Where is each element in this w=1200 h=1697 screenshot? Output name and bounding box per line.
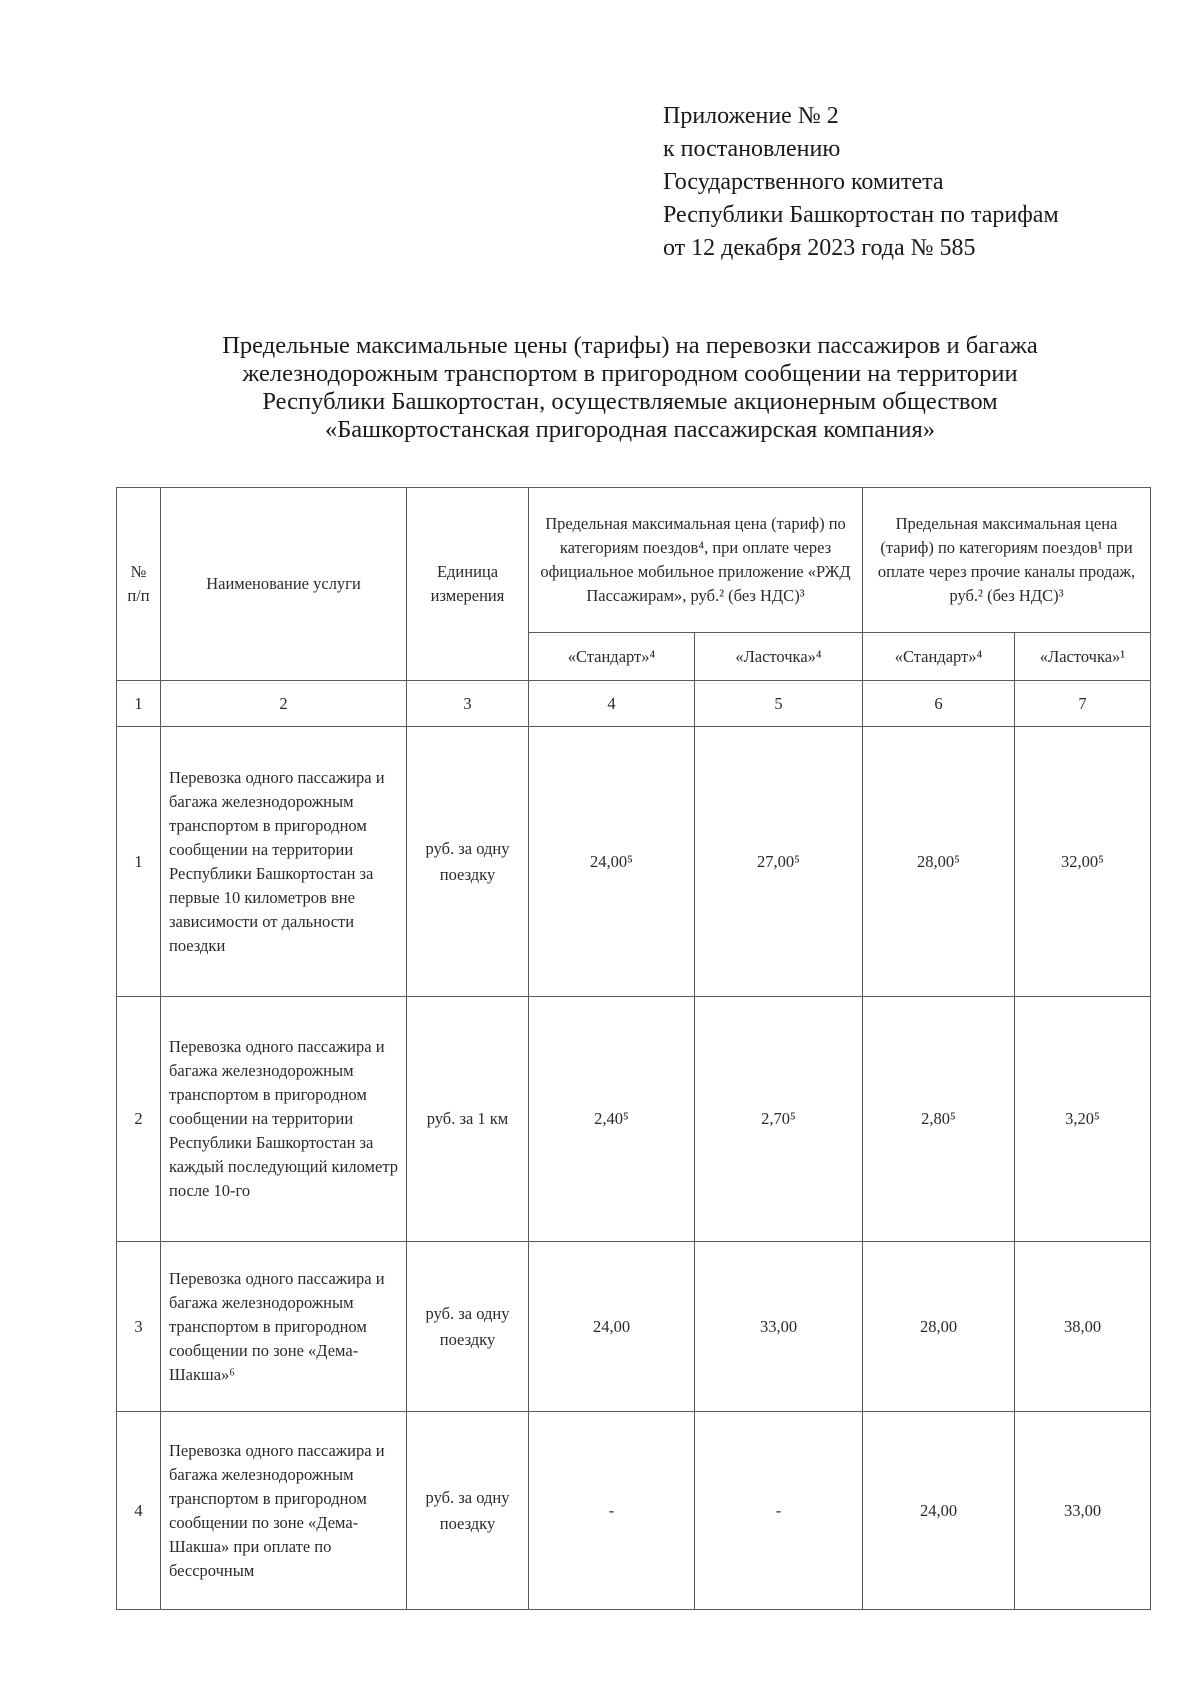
column-number: 4 (529, 681, 695, 727)
title-line: Республики Башкортостан, осуществляемые акционерным обществом (262, 388, 998, 415)
header-unit-label: Единица измерения (430, 562, 505, 605)
header-num (117, 488, 161, 681)
attachment-line: Приложение № 2 (663, 103, 839, 129)
title-line: Предельные максимальные цены (тарифы) на перевозки пассажиров и багажа (222, 332, 1038, 359)
header-lastochka-other-label: «Ласточка»¹ (1039, 646, 1126, 666)
service-name: Перевозка одного пассажира и багажа железнодорожным транспортом в пригородном сообщении на территории Республики Башкортостан за первые 10 километров вне зависимости от дальности поездки (161, 727, 407, 997)
table-row (117, 1242, 1151, 1412)
price-standard-other: 28,00 (863, 1242, 1015, 1412)
service-name: Перевозка одного пассажира и багажа железнодорожным транспортом в пригородном сообщении на территории Республики Башкортостан за каждый последующий километр после 10-го (161, 997, 407, 1242)
tariff-table (116, 487, 1151, 1610)
title-line: «Башкортостанская пригородная пассажирская компания» (324, 416, 936, 443)
unit-of-measure: руб. за одну поездку (407, 727, 529, 997)
header-name (161, 488, 407, 681)
price-lastochka-app: 33,00 (695, 1242, 863, 1412)
attachment-line: Республики Башкортостан по тарифам (663, 202, 1059, 228)
header-standard-app (529, 633, 695, 681)
price-lastochka-other: 32,00⁵ (1015, 727, 1151, 997)
table-row (117, 997, 1151, 1242)
header-group-app-label: Предельная максимальная цена (тариф) по категориям поездов⁴, при оплате через официальное мобильное приложение «РЖД Пассажирам», руб.² (без НДС)³ (540, 514, 851, 605)
price-lastochka-other: 38,00 (1015, 1242, 1151, 1412)
row-num: 1 (117, 727, 161, 997)
price-standard-other: 2,80⁵ (863, 997, 1015, 1242)
table-row (117, 727, 1151, 997)
header-lastochka-other (1015, 633, 1151, 681)
table-row (117, 1412, 1151, 1610)
header-standard-other (863, 633, 1015, 681)
header-standard-app-label: «Стандарт»⁴ (567, 646, 656, 666)
column-number: 2 (161, 681, 407, 727)
header-lastochka-app-label: «Ласточка»⁴ (735, 646, 822, 666)
column-number: 1 (117, 681, 161, 727)
column-number-row (117, 681, 1151, 727)
unit-of-measure: руб. за одну поездку (407, 1242, 529, 1412)
header-lastochka-app (695, 633, 863, 681)
price-lastochka-app: 2,70⁵ (695, 997, 863, 1242)
header-standard-other-label: «Стандарт»⁴ (894, 646, 983, 666)
row-num: 3 (117, 1242, 161, 1412)
header-name-label: Наименование услуги (206, 574, 361, 593)
column-number: 7 (1015, 681, 1151, 727)
header-group-other (863, 488, 1151, 633)
header-row (117, 488, 1151, 633)
price-lastochka-other: 3,20⁵ (1015, 997, 1151, 1242)
column-number: 3 (407, 681, 529, 727)
unit-of-measure: руб. за одну поездку (407, 1412, 529, 1610)
price-standard-app: - (529, 1412, 695, 1610)
document-title (100, 332, 1160, 444)
price-lastochka-app: - (695, 1412, 863, 1610)
price-standard-app: 2,40⁵ (529, 997, 695, 1242)
price-standard-other: 28,00⁵ (863, 727, 1015, 997)
column-number: 6 (863, 681, 1015, 727)
header-unit (407, 488, 529, 681)
attachment-line: к постановлению (663, 136, 841, 162)
price-lastochka-other: 33,00 (1015, 1412, 1151, 1610)
row-num: 2 (117, 997, 161, 1242)
row-num: 4 (117, 1412, 161, 1610)
header-group-app (529, 488, 863, 633)
service-name: Перевозка одного пассажира и багажа железнодорожным транспортом в пригородном сообщении по зоне «Дема-Шакша» при оплате по бессрочным (161, 1412, 407, 1610)
price-standard-app: 24,00 (529, 1242, 695, 1412)
price-standard-other: 24,00 (863, 1412, 1015, 1610)
header-num-label: № п/п (127, 562, 150, 605)
price-lastochka-app: 27,00⁵ (695, 727, 863, 997)
attachment-header (663, 100, 1059, 265)
price-standard-app: 24,00⁵ (529, 727, 695, 997)
header-group-other-label: Предельная максимальная цена (тариф) по категориям поездов¹ при оплате через прочие каналы продаж, руб.² (без НДС)³ (877, 514, 1136, 605)
attachment-line: от 12 декабря 2023 года № 585 (663, 235, 976, 261)
service-name: Перевозка одного пассажира и багажа железнодорожным транспортом в пригородном сообщении по зоне «Дема-Шакша»⁶ (161, 1242, 407, 1412)
column-number: 5 (695, 681, 863, 727)
attachment-line: Государственного комитета (663, 169, 944, 195)
title-line: железнодорожным транспортом в пригородном сообщении на территории (242, 360, 1018, 387)
unit-of-measure: руб. за 1 км (407, 997, 529, 1242)
